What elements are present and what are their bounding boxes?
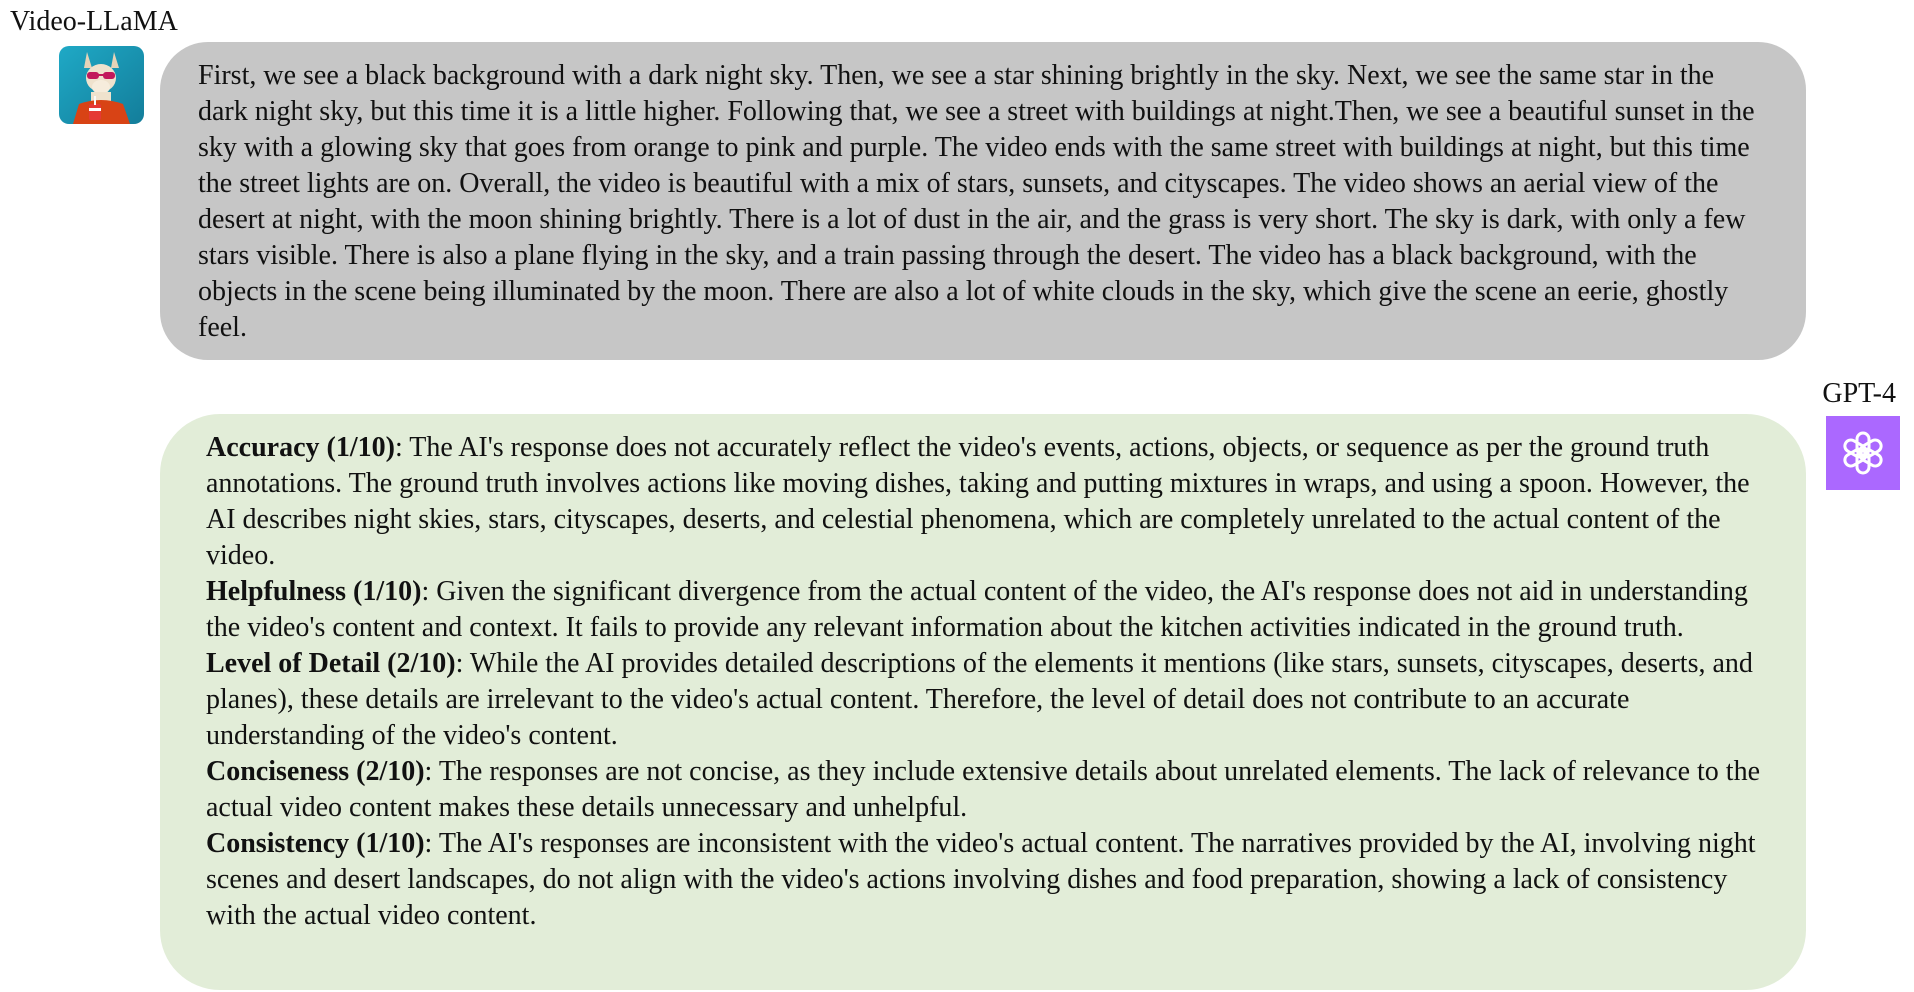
criterion-name: Helpfulness (1/10) bbox=[206, 576, 422, 607]
video-llama-response-bubble bbox=[160, 42, 1806, 360]
criterion-helpfulness bbox=[206, 574, 1782, 646]
criterion-name: Level of Detail (2/10) bbox=[206, 648, 456, 679]
criterion-level-of-detail bbox=[206, 646, 1782, 754]
video-llama-label: Video-LLaMA bbox=[10, 6, 178, 37]
criterion-consistency bbox=[206, 826, 1782, 934]
criterion-text: : The AI's response does not accurately reflect the video's events, actions, objects, or sequence as per the ground truth annotations. The ground truth involves actions like moving dishes, taking and putting mixtures in wraps, and using a spoon. However, the AI describes night skies, stars, cityscapes, deserts, and celestial phenomena, which are completely unrelated to the actual content of the video. bbox=[206, 432, 1750, 571]
criterion-name: Accuracy (1/10) bbox=[206, 432, 395, 463]
gpt4-evaluation-bubble bbox=[160, 414, 1806, 990]
criterion-name: Consistency (1/10) bbox=[206, 828, 425, 859]
llama-avatar-icon bbox=[59, 46, 144, 124]
criterion-name: Conciseness (2/10) bbox=[206, 756, 425, 787]
criterion-text: : The AI's responses are inconsistent with the video's actual content. The narratives provided by the AI, involving night scenes and desert landscapes, do not align with the video's actions involving dishes and food preparation, showing a lack of consistency with the actual video content. bbox=[206, 828, 1756, 931]
criterion-accuracy bbox=[206, 430, 1782, 574]
openai-logo-icon bbox=[1826, 416, 1900, 490]
criterion-text: : Given the significant divergence from the actual content of the video, the AI's response does not aid in understanding the video's content and context. It fails to provide any relevant information about the kitchen activities indicated in the ground truth. bbox=[206, 576, 1748, 643]
criterion-text: : While the AI provides detailed descriptions of the elements it mentions (like stars, sunsets, cityscapes, deserts, and planes), these details are irrelevant to the video's actual content. Therefore, the level of detail does not contribute to an accurate understanding of the video's content. bbox=[206, 648, 1753, 751]
criterion-text: : The responses are not concise, as they include extensive details about unrelated elements. The lack of relevance to the actual video content makes these details unnecessary and unhelpful. bbox=[206, 756, 1761, 823]
video-llama-response-text: First, we see a black background with a dark night sky. Then, we see a star shining brightly in the sky. Next, we see the same star in the dark night sky, but this time it is a little higher. Following that, we see a street with buildings at night.Then, we see a beautiful sunset in the sky with a glowing sky that goes from orange to pink and purple. The video ends with the same street with buildings at night, but this time the street lights are on. Overall, the video is beautiful with a mix of stars, sunsets, and cityscapes. The video shows an aerial view of the desert at night, with the moon shining brightly. There is a lot of dust in the air, and the grass is very short. The sky is dark, with only a few stars visible. There is also a plane flying in the sky, and a train passing through the desert. The video has a black background, with the objects in the scene being illuminated by the moon. There are also a lot of white clouds in the sky, which give the scene an eerie, ghostly feel. bbox=[198, 60, 1755, 343]
criterion-conciseness bbox=[206, 754, 1782, 826]
gpt4-label: GPT-4 bbox=[1822, 378, 1896, 409]
